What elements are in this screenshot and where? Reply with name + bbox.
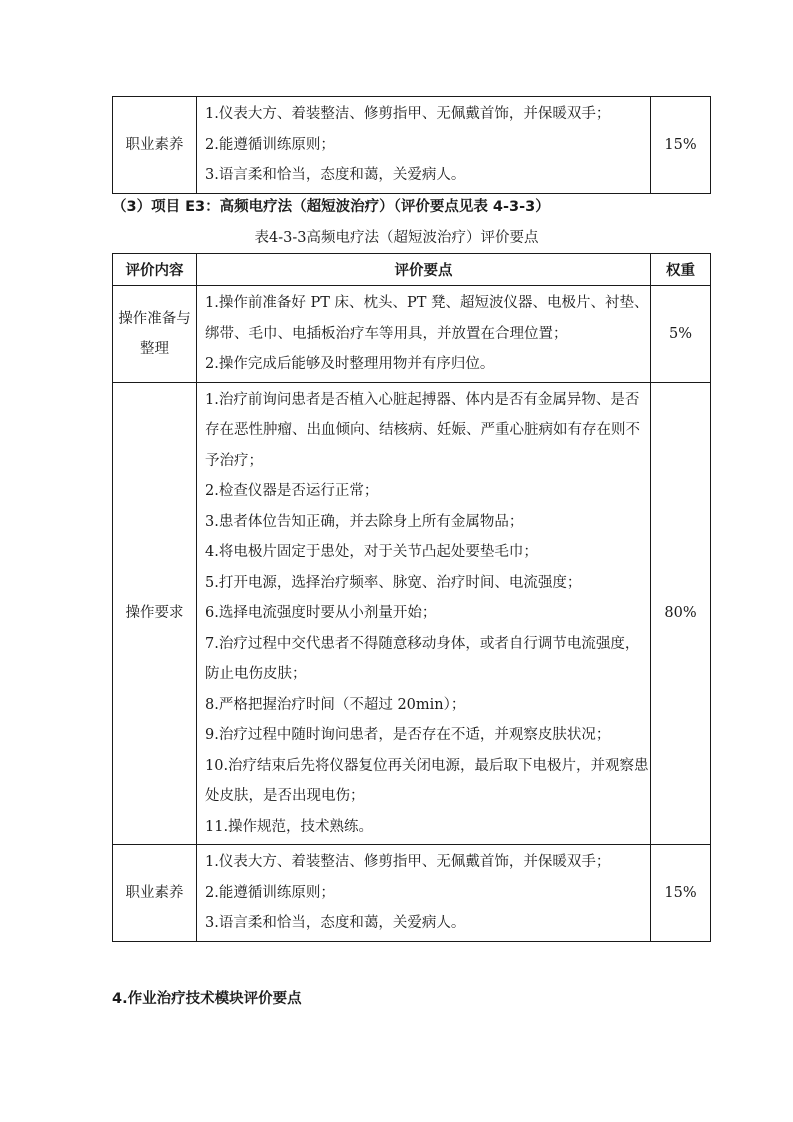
table-header-row (113, 254, 711, 286)
list-item: 2.能遵循训练原则； (205, 884, 335, 901)
weight-cell: 15% (651, 97, 711, 194)
list-item: 2.能遵循训练原则； (205, 136, 335, 153)
items-cell (197, 97, 651, 194)
list-item: 6.选择电流强度时要从小剂量开始； (205, 605, 437, 621)
list-item: 4.将电极片固定于患处，对于关节凸起处要垫毛巾； (205, 544, 538, 560)
items-cell (197, 382, 651, 845)
category-cell: 操作准备与整理 (113, 286, 197, 383)
items-cell (197, 286, 651, 383)
weight-cell: 5% (651, 286, 711, 383)
list-item: 7.治疗过程中交代患者不得随意移动身体，或者自行调节电流强度，防止电伤皮肤； (205, 635, 640, 682)
table-row (113, 97, 711, 194)
list-item: 3.语言柔和恰当，态度和蔼，关爱病人。 (205, 915, 466, 931)
evaluation-table-continued (112, 96, 711, 194)
table-row (113, 382, 711, 845)
list-item: 11.操作规范，技术熟练。 (205, 818, 374, 835)
section-heading: （3）项目 E3：高频电疗法（超短波治疗）（评价要点见表 4-3-3） (112, 199, 550, 215)
list-item: 3.语言柔和恰当，态度和蔼，关爱病人。 (205, 167, 466, 183)
list-item: 9.治疗过程中随时询问患者，是否存在不适，并观察皮肤状况； (205, 727, 611, 743)
list-item: 10.治疗结束后先将仪器复位再关闭电源，最后取下电极片，并观察患处皮肤，是否出现电伤； (205, 757, 649, 804)
table-caption: 表4-3-3高频电疗法（超短波治疗）评价要点 (254, 230, 539, 246)
header-items: 评价要点 (197, 254, 651, 286)
table-row (113, 286, 711, 383)
list-item: 5.打开电源，选择治疗频率、脉宽、治疗时间、电流强度； (205, 574, 582, 591)
weight-cell: 15% (651, 845, 711, 942)
module-heading: 4.作业治疗技术模块评价要点 (112, 991, 302, 1007)
category-cell: 职业素养 (113, 97, 197, 194)
list-item: 1.治疗前询问患者是否植入心脏起搏器、体内是否有金属异物、是否存在恶性肿瘤、出血倾向、结核病、妊娠、严重心脏病如有存在则不予治疗； (205, 391, 640, 469)
weight-cell: 80% (651, 382, 711, 845)
list-item: 1.仪表大方、着装整洁、修剪指甲、无佩戴首饰，并保暖双手； (205, 854, 611, 870)
list-item: 2.操作完成后能够及时整理用物并有序归位。 (205, 356, 495, 372)
list-item: 8.严格把握治疗时间（不超过 20min）； (205, 696, 466, 713)
header-category: 评价内容 (113, 254, 197, 286)
list-item: 1.操作前准备好 PT 床、枕头、PT 凳、超短波仪器、电极片、衬垫、绑带、毛巾、电插板治疗车等用具，并放置在合理位置； (205, 295, 649, 342)
list-item: 1.仪表大方、着装整洁、修剪指甲、无佩戴首饰，并保暖双手； (205, 106, 611, 122)
list-item: 2.检查仪器是否运行正常； (205, 483, 379, 499)
evaluation-table (112, 253, 711, 942)
table-row (113, 845, 711, 942)
items-cell (197, 845, 651, 942)
header-weight: 权重 (651, 254, 711, 286)
list-item: 3.患者体位告知正确，并去除身上所有金属物品； (205, 513, 524, 530)
category-cell: 职业素养 (113, 845, 197, 942)
category-cell: 操作要求 (113, 382, 197, 845)
